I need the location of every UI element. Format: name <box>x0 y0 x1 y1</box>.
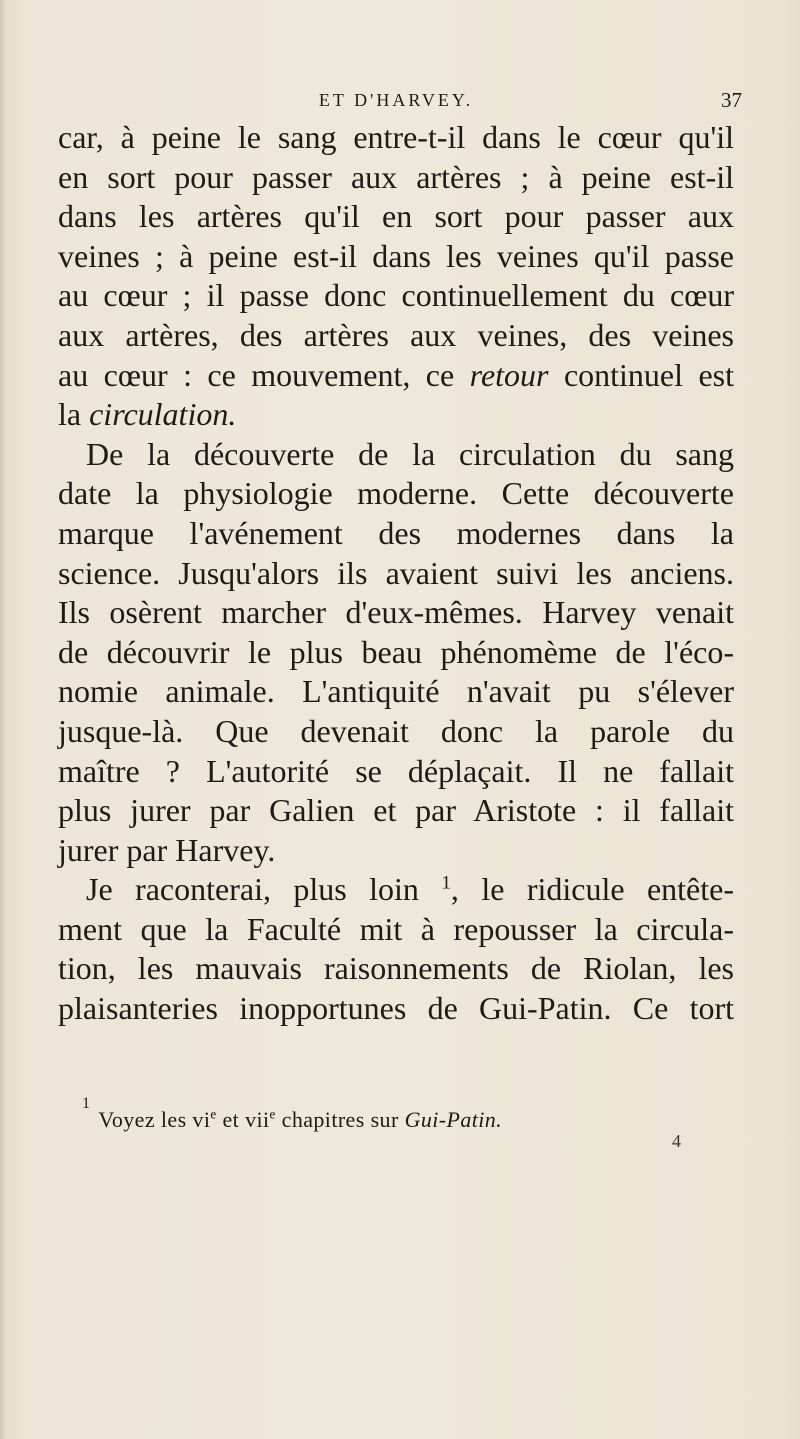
footnote-text: Voyez les vi <box>98 1107 211 1132</box>
page-binding-shadow <box>0 0 6 1439</box>
text-line: dans les artères qu'il en sort pour passer aux <box>58 198 734 235</box>
text-line: science. Jusqu'alors ils avaient suivi les anciens. <box>58 554 734 591</box>
text-line: jusque-là. Que devenait donc la parole du <box>58 712 734 749</box>
text-line: marque l'avénement des modernes dans la <box>58 514 734 551</box>
italic-term: circulation. <box>89 396 237 433</box>
text-segment: , le ridicule entête- <box>450 871 734 908</box>
footnote-text: chapitres sur <box>275 1107 405 1132</box>
text-line: ment que la Faculté mit à repousser la circula- <box>58 910 734 947</box>
text-line: maître ? L'autorité se déplaçait. Il ne fallait <box>58 752 734 789</box>
text-line: nomie animale. L'antiquité n'avait pu s'élever <box>58 673 734 710</box>
footnote <box>82 1095 734 1134</box>
footnote-text: et vii <box>216 1107 270 1132</box>
ordinal-suffix: e <box>210 1106 217 1122</box>
text-segment: continuel est <box>563 356 735 393</box>
text-segment: Je raconterai, plus loin <box>86 871 419 908</box>
text-line: aux artères, des artères aux veines, des veines <box>58 316 734 353</box>
running-title: ET D'HARVEY. <box>318 90 474 110</box>
paragraph-start-line <box>58 870 734 910</box>
footnote-italic-title: Gui-Patin. <box>404 1107 503 1132</box>
text-line <box>58 395 734 435</box>
text-line: plaisanteries inopportunes de Gui-Patin. Ce tort <box>58 990 734 1027</box>
page-number: 37 <box>721 88 742 112</box>
text-line: tion, les mauvais raisonnements de Riolan, les <box>58 950 734 987</box>
text-line: en sort pour passer aux artères ; à peine est-il <box>58 158 734 195</box>
printer-signature-mark: 4 <box>672 1131 681 1151</box>
text-line: car, à peine le sang entre-t-il dans le cœur qu'il <box>58 119 734 155</box>
text-segment: la <box>58 396 82 433</box>
text-line: veines ; à peine est-il dans les veines qu'il passe <box>58 237 734 274</box>
text-segment: au cœur : ce mouvement, ce <box>58 356 455 393</box>
text-line: plus jurer par Galien et par Aristote : il fallait <box>58 792 734 829</box>
italic-term: retour <box>469 356 549 393</box>
running-head <box>58 88 742 112</box>
body-text <box>58 118 734 1029</box>
text-line: date la physiologie moderne. Cette découverte <box>58 475 734 512</box>
text-line: Ils osèrent marcher d'eux-mêmes. Harvey venait <box>58 594 734 631</box>
paragraph-start-line: De la découverte de la circulation du sang <box>86 435 734 472</box>
footnote-reference[interactable]: 1 <box>441 872 451 894</box>
text-line <box>58 356 734 396</box>
text-line: jurer par Harvey. <box>58 831 276 868</box>
text-line: de découvrir le plus beau phénomème de l'éco- <box>58 633 734 670</box>
ordinal-suffix: e <box>269 1106 276 1122</box>
footnote-marker: 1 <box>82 1095 91 1112</box>
text-line: au cœur ; il passe donc continuellement du cœur <box>58 277 734 314</box>
